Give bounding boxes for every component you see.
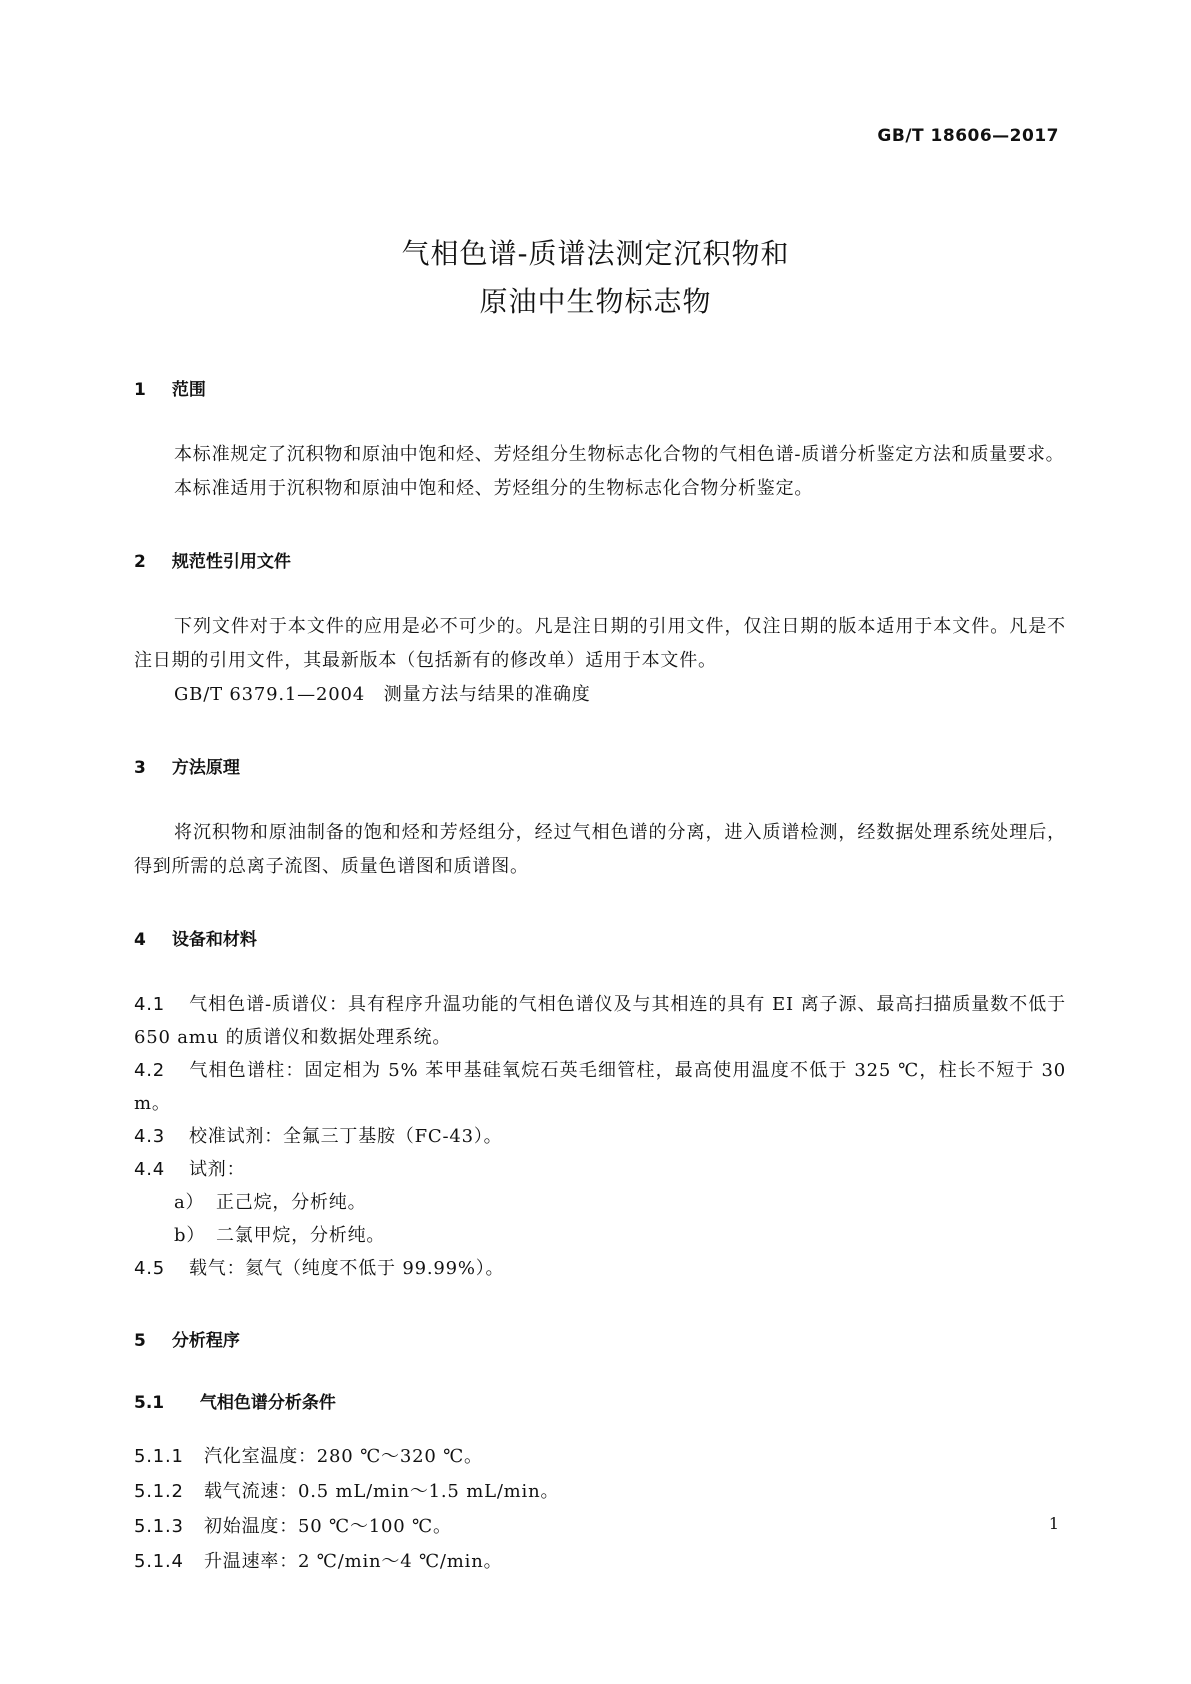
clause-text: 校准试剂：全氟三丁基胺（FC-43）。: [189, 1126, 503, 1147]
clause-5-1-1: [134, 1439, 1066, 1474]
section-4-heading: [134, 926, 1066, 954]
clause-5-1-2: [134, 1474, 1066, 1509]
normative-reference: GB/T 6379.1—2004 测量方法与结果的准确度: [174, 684, 591, 705]
clause-text: 载气流速：0.5 mL/min～1.5 mL/min。: [204, 1481, 560, 1502]
clause-number: 4.1: [134, 994, 166, 1015]
clause-4-5: [134, 1252, 1066, 1285]
section-title: 规范性引用文件: [171, 552, 291, 572]
standard-code: GB/T 18606—2017: [877, 126, 1059, 146]
clause-number: 4.4: [134, 1159, 166, 1180]
section-title: 设备和材料: [171, 930, 257, 950]
clause-text: 升温速率：2 ℃/min～4 ℃/min。: [204, 1551, 503, 1572]
section-title: 方法原理: [171, 758, 240, 778]
section-1-paragraph-2: 本标准适用于沉积物和原油中饱和烃、芳烃组分的生物标志化合物分析鉴定。: [174, 478, 814, 499]
section-number: 5: [134, 1331, 146, 1351]
clause-number: 5.1.1: [134, 1446, 184, 1467]
section-3-heading: [134, 754, 1066, 782]
reagent-a: [134, 1186, 1066, 1219]
clause-number: 5.1.4: [134, 1551, 184, 1572]
title-line-1: 气相色谱-质谱法测定沉积物和: [401, 237, 790, 270]
section-1-heading: [134, 376, 1066, 404]
clause-4-3: [134, 1120, 1066, 1153]
document-title: [0, 230, 1191, 326]
title-line-2: 原油中生物标志物: [479, 285, 712, 318]
clause-number: 4.2: [134, 1060, 166, 1081]
clause-4-4: [134, 1153, 1066, 1186]
section-2-heading: [134, 548, 1066, 576]
list-marker: a）: [174, 1192, 205, 1213]
clause-4-2: [134, 1054, 1066, 1120]
section-number: 2: [134, 552, 146, 572]
section-5-heading: [134, 1327, 1066, 1355]
section-number: 3: [134, 758, 146, 778]
list-marker: b）: [174, 1225, 206, 1246]
section-title: 分析程序: [171, 1331, 240, 1351]
reagent-text: 正己烷，分析纯。: [216, 1192, 367, 1213]
section-number: 4: [134, 930, 146, 950]
clause-text: 气相色谱柱：固定相为 5% 苯甲基硅氧烷石英毛细管柱，最高使用温度不低于 325 ℃，柱长不短于 30 m。: [134, 1060, 1066, 1114]
clause-4-1: [134, 988, 1066, 1054]
subsection-number: 5.1: [134, 1393, 165, 1413]
section-1-paragraph-1: 本标准规定了沉积物和原油中饱和烃、芳烃组分生物标志化合物的气相色谱-质谱分析鉴定方法和质量要求。: [174, 444, 1065, 465]
section-2-paragraph-1: 下列文件对于本文件的应用是必不可少的。凡是注日期的引用文件，仅注日期的版本适用于本文件。凡是不注日期的引用文件，其最新版本（包括新有的修改单）适用于本文件。: [134, 616, 1066, 671]
clause-5-1-4: [134, 1544, 1066, 1579]
section-title: 范围: [171, 380, 206, 400]
subsection-title: 气相色谱分析条件: [199, 1393, 336, 1413]
clause-number: 4.3: [134, 1126, 166, 1147]
page-number: 1: [1048, 1514, 1059, 1533]
reagent-b: [134, 1219, 1066, 1252]
clause-text: 试剂：: [189, 1159, 246, 1180]
clause-5-1-3: [134, 1509, 1066, 1544]
clause-number: 5.1.3: [134, 1516, 184, 1537]
reagent-text: 二氯甲烷，分析纯。: [216, 1225, 386, 1246]
clause-text: 初始温度：50 ℃～100 ℃。: [204, 1516, 452, 1537]
section-3-paragraph-1: 将沉积物和原油制备的饱和烃和芳烃组分，经过气相色谱的分离，进入质谱检测，经数据处理系统处理后，得到所需的总离子流图、质量色谱图和质谱图。: [134, 822, 1066, 877]
clause-number: 5.1.2: [134, 1481, 184, 1502]
section-number: 1: [134, 380, 146, 400]
clause-text: 载气：氦气（纯度不低于 99.99%）。: [189, 1258, 505, 1279]
clause-text: 汽化室温度：280 ℃～320 ℃。: [204, 1446, 483, 1467]
subsection-5-1-heading: [134, 1389, 1066, 1417]
clause-text: 气相色谱-质谱仪：具有程序升温功能的气相色谱仪及与其相连的具有 EI 离子源、最高扫描质量数不低于 650 amu 的质谱仪和数据处理系统。: [134, 994, 1066, 1048]
clause-number: 4.5: [134, 1258, 166, 1279]
document-body: [134, 376, 1066, 1579]
